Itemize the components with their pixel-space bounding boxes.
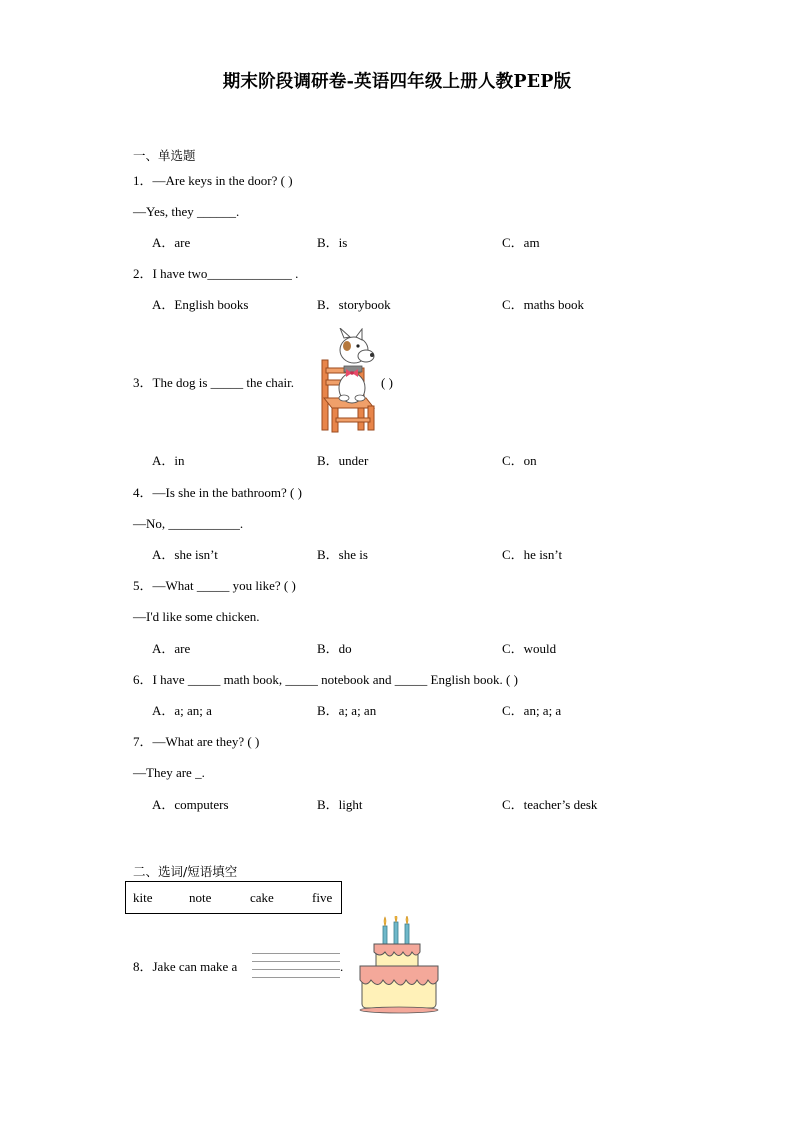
question-5-stem: 5．—What _____ you like? ( ) bbox=[133, 578, 296, 593]
question-7-option-a[interactable]: A．computers bbox=[152, 797, 229, 812]
question-1-option-c[interactable]: C．am bbox=[502, 235, 540, 250]
question-2-option-a[interactable]: A．English books bbox=[152, 297, 249, 312]
question-3-answer-paren: ( ) bbox=[381, 375, 393, 390]
word-bank-item: note bbox=[189, 890, 212, 905]
question-2-option-b[interactable]: B．storybook bbox=[317, 297, 391, 312]
question-6-option-a[interactable]: A．a; an; a bbox=[152, 703, 212, 718]
question-6-stem: 6．I have _____ math book, _____ notebook and _____ English book. ( ) bbox=[133, 672, 518, 687]
question-4-option-a[interactable]: A．she isn’t bbox=[152, 547, 218, 562]
question-4-stem: 4．—Is she in the bathroom? ( ) bbox=[133, 485, 302, 500]
question-8-period: . bbox=[340, 959, 344, 974]
question-1-option-a[interactable]: A．are bbox=[152, 235, 191, 250]
word-bank-item: cake bbox=[250, 890, 274, 905]
question-1-stem: 1．—Are keys in the door? ( ) bbox=[133, 173, 293, 188]
dog-on-chair-icon bbox=[318, 328, 380, 434]
section-heading-fill-in: 二、选词/短语填空 bbox=[133, 864, 238, 879]
question-3-option-a[interactable]: A．in bbox=[152, 453, 185, 468]
question-8-answer-lines[interactable] bbox=[252, 953, 340, 981]
question-1-reply: —Yes, they ______. bbox=[133, 204, 240, 219]
section-heading-single-choice: 一、单选题 bbox=[133, 148, 196, 163]
question-5-option-c[interactable]: C．would bbox=[502, 641, 557, 656]
question-4-option-c[interactable]: C．he isn’t bbox=[502, 547, 563, 562]
question-7-option-c[interactable]: C．teacher’s desk bbox=[502, 797, 598, 812]
question-4-reply: —No, ___________. bbox=[133, 516, 244, 531]
question-1-option-b[interactable]: B．is bbox=[317, 235, 348, 250]
birthday-cake-icon bbox=[358, 916, 440, 1014]
question-5-option-a[interactable]: A．are bbox=[152, 641, 191, 656]
question-5-reply: —I'd like some chicken. bbox=[133, 609, 260, 624]
question-5-option-b[interactable]: B．do bbox=[317, 641, 352, 656]
question-2-stem: 2．I have two_____________ . bbox=[133, 266, 299, 281]
question-4-option-b[interactable]: B．she is bbox=[317, 547, 368, 562]
question-6-option-b[interactable]: B．a; a; an bbox=[317, 703, 377, 718]
word-bank-item: kite bbox=[133, 890, 153, 905]
question-6-option-c[interactable]: C．an; a; a bbox=[502, 703, 562, 718]
question-7-reply: —They are _. bbox=[133, 765, 205, 780]
word-bank-item: five bbox=[312, 890, 333, 905]
question-2-option-c[interactable]: C．maths book bbox=[502, 297, 584, 312]
question-3-option-b[interactable]: B．under bbox=[317, 453, 369, 468]
question-3-stem: 3．The dog is _____ the chair. bbox=[133, 375, 295, 390]
question-7-stem: 7．—What are they? ( ) bbox=[133, 734, 260, 749]
word-bank-box bbox=[125, 881, 342, 914]
dog-on-chair-image bbox=[318, 328, 380, 434]
question-3-option-c[interactable]: C．on bbox=[502, 453, 537, 468]
birthday-cake-image bbox=[358, 916, 440, 1014]
page-title: 期末阶段调研卷-英语四年级上册人教PEP版 bbox=[222, 72, 572, 92]
question-7-option-b[interactable]: B．light bbox=[317, 797, 363, 812]
question-8-stem: 8．Jake can make a bbox=[133, 959, 238, 974]
